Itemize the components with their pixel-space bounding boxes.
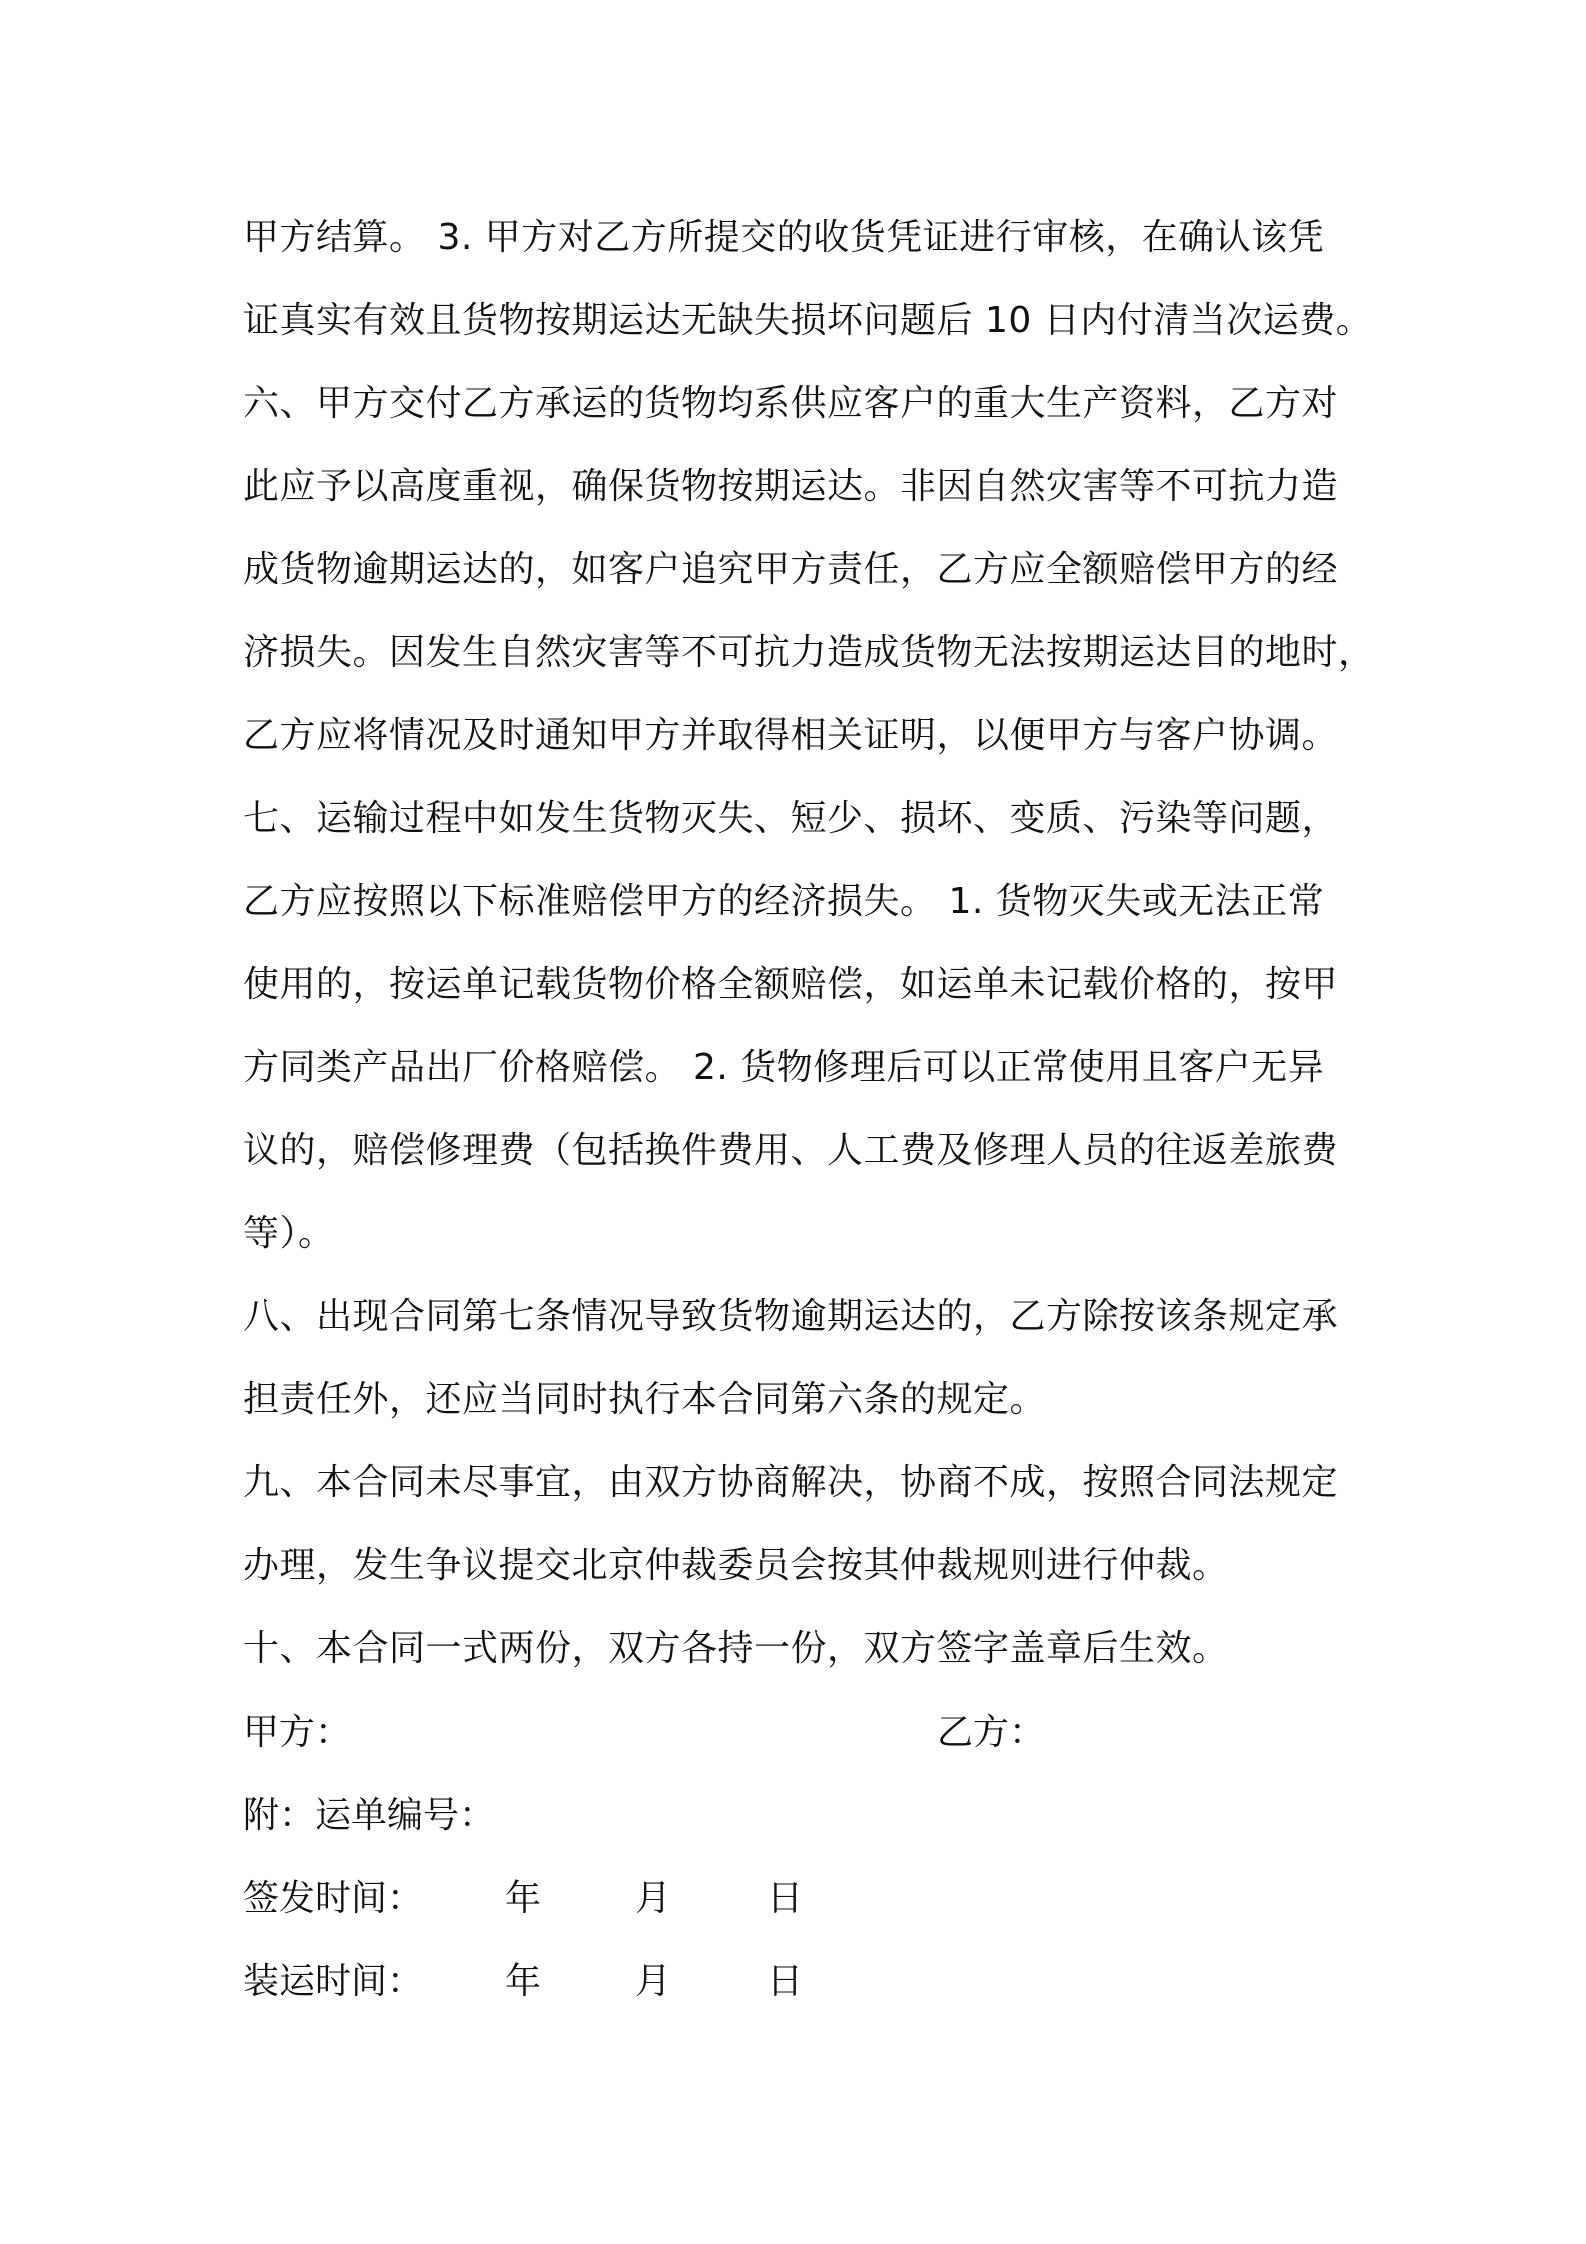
text-line: 七、运输过程中如发生货物灭失、短少、损坏、变质、污染等问题， [243,798,1339,839]
issue-date-row [243,1857,1373,1940]
text-line: 等）。 [243,1213,335,1254]
text-line: 甲方结算。 3. 甲方对乙方所提交的收货凭证进行审核，在确认该凭 [243,217,1325,258]
contract-body [243,196,1373,1690]
text-line: 六、甲方交付乙方承运的货物均系供应客户的重大生产资料，乙方对 [243,383,1339,424]
party-b-signature-label: 乙方： [937,1712,1046,1753]
text-line: 此应予以高度重视，确保货物按期运达。非因自然灾害等不可抗力造 [243,466,1339,507]
text-line: 九、本合同未尽事宜，由双方协商解决，协商不成，按照合同法规定 [243,1462,1339,1503]
text-line: 办理，发生争议提交北京仲裁委员会按其仲裁规则进行仲裁。 [243,1545,1229,1586]
text-line: 担责任外，还应当同时执行本合同第六条的规定。 [243,1379,1047,1420]
text-line: 八、出现合同第七条情况导致货物逾期运达的，乙方除按该条规定承 [243,1296,1339,1337]
loading-month-label: 月 [635,1961,672,2002]
text-line: 济损失。因发生自然灾害等不可抗力造成货物无法按期运达目的地时， [243,632,1375,673]
loading-year-label: 年 [505,1961,542,2002]
waybill-number-label: 附：运单编号： [243,1795,496,1836]
issue-date-label: 签发时间： [243,1878,424,1919]
text-line: 使用的，按运单记载货物价格全额赔偿，如运单未记载价格的，按甲 [243,964,1339,1005]
text-line: 方同类产品出厂价格赔偿。 2. 货物修理后可以正常使用且客户无异 [243,1047,1325,1088]
issue-month-label: 月 [635,1878,672,1919]
party-a-signature-label: 甲方： [243,1712,352,1753]
loading-date-row [243,1940,1373,2023]
text-line: 乙方应将情况及时通知甲方并取得相关证明，以便甲方与客户协调。 [243,715,1339,756]
text-line: 议的，赔偿修理费（包括换件费用、人工费及修理人员的往返差旅费 [243,1130,1339,1171]
loading-day-label: 日 [767,1961,804,2002]
text-line: 证真实有效且货物按期运达无缺失损坏问题后 10 日内付清当次运费。 [243,300,1373,341]
text-line: 乙方应按照以下标准赔偿甲方的经济损失。 1. 货物灭失或无法正常 [243,881,1325,922]
loading-date-label: 装运时间： [243,1961,424,2002]
text-line: 成货物逾期运达的，如客户追究甲方责任，乙方应全额赔偿甲方的经 [243,549,1339,590]
signature-row [243,1691,1373,1774]
issue-day-label: 日 [767,1878,804,1919]
text-line: 十、本合同一式两份，双方各持一份，双方签字盖章后生效。 [243,1628,1229,1669]
issue-year-label: 年 [505,1878,542,1919]
